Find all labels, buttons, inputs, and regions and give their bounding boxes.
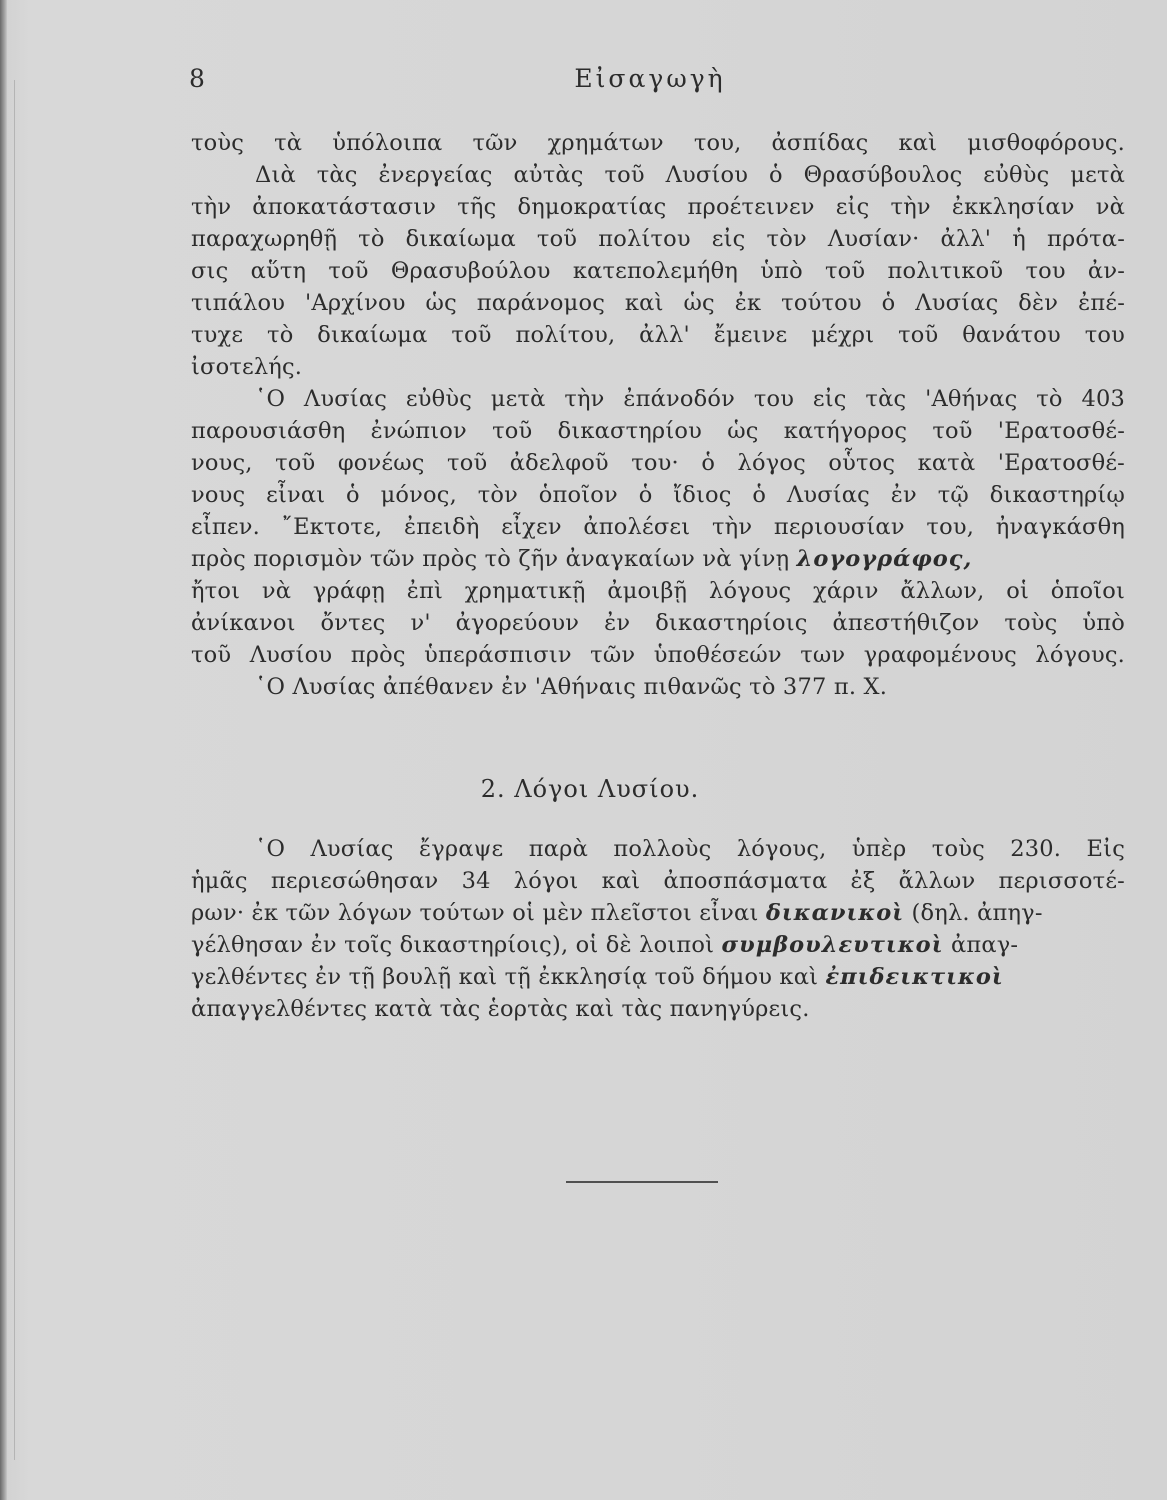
text-line: τοῦ Λυσίου πρὸς ὑπεράσπισιν τῶν ὑποθέσεών των γραφομένους λόγους.: [191, 642, 1125, 668]
text-line-segment: ρων· ἐκ τῶν λόγων τούτων οἱ μὲν πλεῖστοι εἶναι: [191, 900, 759, 926]
text-line: νους εἶναι ὁ μόνος, τὸν ὁποῖον ὁ ἴδιος ὁ Λυσίας ἐν τῷ δικαστηρίῳ: [191, 482, 1125, 508]
text-line: ἀπαγγελθέντες κατὰ τὰς ἑορτὰς καὶ τὰς πανηγύρεις.: [191, 996, 810, 1022]
page-number: 8: [189, 64, 205, 93]
text-line: παρουσιάσθη ἐνώπιον τοῦ δικαστηρίου ὡς κατήγορος τοῦ 'Ερατοσθέ-: [191, 418, 1125, 444]
text-line-segment: πρὸς πορισμὸν τῶν πρὸς τὸ ζῆν ἀναγκαίων νὰ γίνῃ: [191, 546, 790, 572]
text-line: [191, 962, 1004, 992]
text-line: παραχωρηθῇ τὸ δικαίωμα τοῦ πολίτου εἰς τὸν Λυσίαν· ἀλλ' ἡ πρότα-: [191, 226, 1125, 252]
emphasized-term-logographos: λογογράφος,: [796, 546, 973, 572]
text-line: τιπάλου 'Αρχίνου ὡς παράνομος καὶ ὡς ἐκ τούτου ὁ Λυσίας δὲν ἐπέ-: [191, 290, 1125, 316]
running-title: Εἰσαγωγὴ: [574, 64, 726, 93]
emphasized-term-symbouleutikoi: συμβουλευτικοὶ: [721, 932, 944, 958]
text-line: νους, τοῦ φονέως τοῦ ἀδελφοῦ του· ὁ λόγος οὗτος κατὰ 'Ερατοσθέ-: [191, 450, 1125, 476]
text-line: ἰσοτελής.: [191, 354, 303, 380]
text-line: τυχε τὸ δικαίωμα τοῦ πολίτου, ἀλλ' ἔμεινε μέχρι τοῦ θανάτου του: [191, 322, 1125, 348]
page-fold-line: [14, 80, 15, 1460]
text-line: [191, 930, 1018, 960]
text-line: ῾Ο Λυσίας εὐθὺς μετὰ τὴν ἐπάνοδόν του εἰς τὰς 'Αθήνας τὸ 403: [255, 386, 1125, 412]
text-line: σις αὕτη τοῦ Θρασυβούλου κατεπολεμήθη ὑπὸ τοῦ πολιτικοῦ του ἀν-: [191, 258, 1125, 284]
text-line: [191, 544, 972, 574]
text-line: [191, 898, 1043, 928]
text-line-segment: (δηλ. ἀπηγ-: [911, 900, 1043, 926]
text-line: ῾Ο Λυσίας ἀπέθανεν ἐν 'Αθήναις πιθανῶς τὸ 377 π. Χ.: [255, 674, 888, 700]
text-line: εἶπεν. ῎Εκτοτε, ἐπειδὴ εἶχεν ἀπολέσει τὴν περιουσίαν του, ἠναγκάσθη: [191, 514, 1125, 540]
text-line-segment: ἀπαγ-: [950, 932, 1019, 958]
text-line: ἡμᾶς περιεσώθησαν 34 λόγοι καὶ ἀποσπάσματα ἐξ ἄλλων περισσοτέ-: [191, 868, 1125, 894]
section-heading: 2. Λόγοι Λυσίου.: [480, 775, 700, 803]
text-line: τοὺς τὰ ὑπόλοιπα τῶν χρημάτων του, ἀσπίδας καὶ μισθοφόρους.: [191, 130, 1125, 156]
text-line: ῾Ο Λυσίας ἔγραψε παρὰ πολλοὺς λόγους, ὑπὲρ τοὺς 230. Εἰς: [255, 836, 1125, 862]
text-line: τὴν ἀποκατάστασιν τῆς δημοκρατίας προέτεινεν εἰς τὴν ἐκκλησίαν νὰ: [191, 194, 1125, 220]
emphasized-term-dikanikoi: δικανικοὶ: [765, 900, 905, 926]
emphasized-term-epideiktikoi: ἐπιδεικτικοὶ: [825, 964, 1004, 990]
text-line-segment: γέλθησαν ἐν τοῖς δικαστηρίοις), οἱ δὲ λοιποὶ: [191, 932, 715, 958]
page-binding-edge: [0, 0, 7, 1500]
text-line: Διὰ τὰς ἐνεργείας αὐτὰς τοῦ Λυσίου ὁ Θρασύβουλος εὐθὺς μετὰ: [255, 162, 1125, 188]
text-line: ἀνίκανοι ὄντες ν' ἀγορεύουν ἐν δικαστηρίοις ἀπεστήθιζον τοὺς ὑπὸ: [191, 610, 1125, 636]
end-rule-divider: [566, 1181, 718, 1183]
text-line-segment: γελθέντες ἐν τῇ βουλῇ καὶ τῇ ἐκκλησίᾳ τοῦ δήμου καὶ: [191, 964, 819, 990]
text-line: ἤτοι νὰ γράφῃ ἐπὶ χρηματικῇ ἀμοιβῇ λόγους χάριν ἄλλων, οἱ ὁποῖοι: [191, 578, 1125, 604]
